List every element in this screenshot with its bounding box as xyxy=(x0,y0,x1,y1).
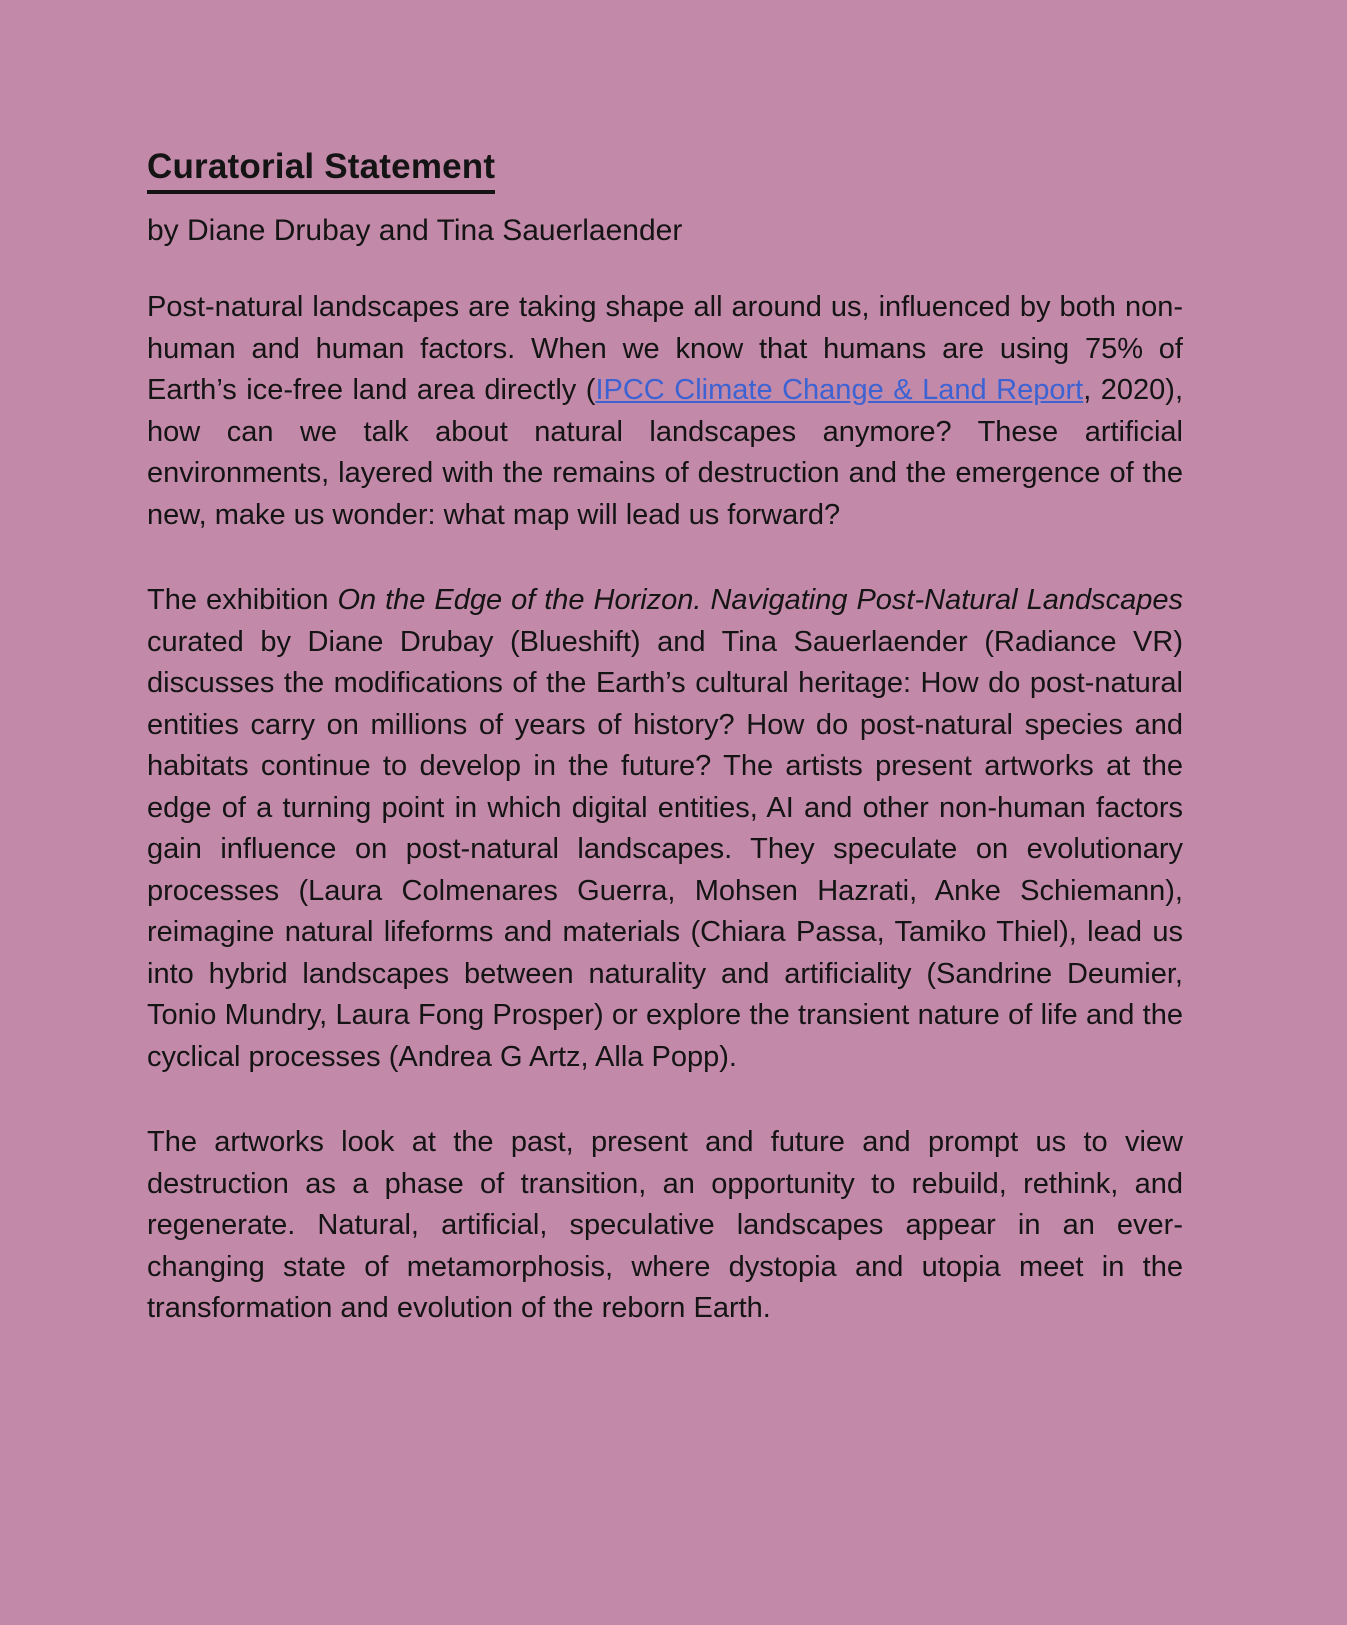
paragraph-exhibition xyxy=(147,580,1183,1078)
paragraph-conclusion xyxy=(147,1122,1183,1330)
paragraph-intro xyxy=(147,287,1183,536)
ipcc-report-link[interactable]: IPCC Climate Change & Land Report xyxy=(595,374,1084,406)
byline: by Diane Drubay and Tina Sauerlaender xyxy=(147,213,683,247)
paragraph-intro-text: Post-natural landscapes are taking shape all around us, influenced by both non-human and human factors. When we know that humans are using 75% of Earth’s ice-free land area directly ( xyxy=(147,291,1183,406)
paragraph-conclusion-text: The artworks look at the past, present and future and prompt us to view destruction as a phase of transition, an opportunity to rebuild, rethink, and regenerate. Natural, artificial, speculative landscapes appear in an ever-changing state of metamorphosis, where dystopia and utopia meet in the transformation and evolution of the reborn Earth. xyxy=(147,1126,1183,1324)
page-title-text: Curatorial Statement xyxy=(147,148,495,194)
paragraph-exhibition-text-cont: curated by Diane Drubay (Blueshift) and Tina Sauerlaender (Radiance VR) discusses the modifications of the Earth’s cultural heritage: How do post-natural entities carry on millions of years of history? How do post-natural species and habitats continue to develop in the future? The artists present artworks at the edge of a turning point in which digital entities, AI and other non-human factors gain influence on post-natural landscapes. They speculate on evolutionary processes (Laura Colmenares Guerra, Mohsen Hazrati, Anke Schiemann), reimagine natural lifeforms and materials (Chiara Passa, Tamiko Thiel), lead us into hybrid landscapes between naturality and artificiality (Sandrine Deumier, Tonio Mundry, Laura Fong Prosper) or explore the transient nature of life and the cyclical processes (Andrea G Artz, Alla Popp). xyxy=(147,625,1183,1073)
page-title xyxy=(147,148,1183,194)
paragraph-exhibition-text: The exhibition xyxy=(147,584,338,616)
statement-content xyxy=(147,148,1183,1330)
exhibition-title-italic: On the Edge of the Horizon. Navigating Post-Natural Landscapes xyxy=(337,584,1183,616)
paragraph-intro-text-cont: , 2020), how can we talk about natural landscapes anymore? These artificial environments, layered with the remains of destruction and the emergence of the new, make us wonder: what map will lead us forward? xyxy=(147,374,1184,531)
statement-body xyxy=(147,287,1183,1330)
